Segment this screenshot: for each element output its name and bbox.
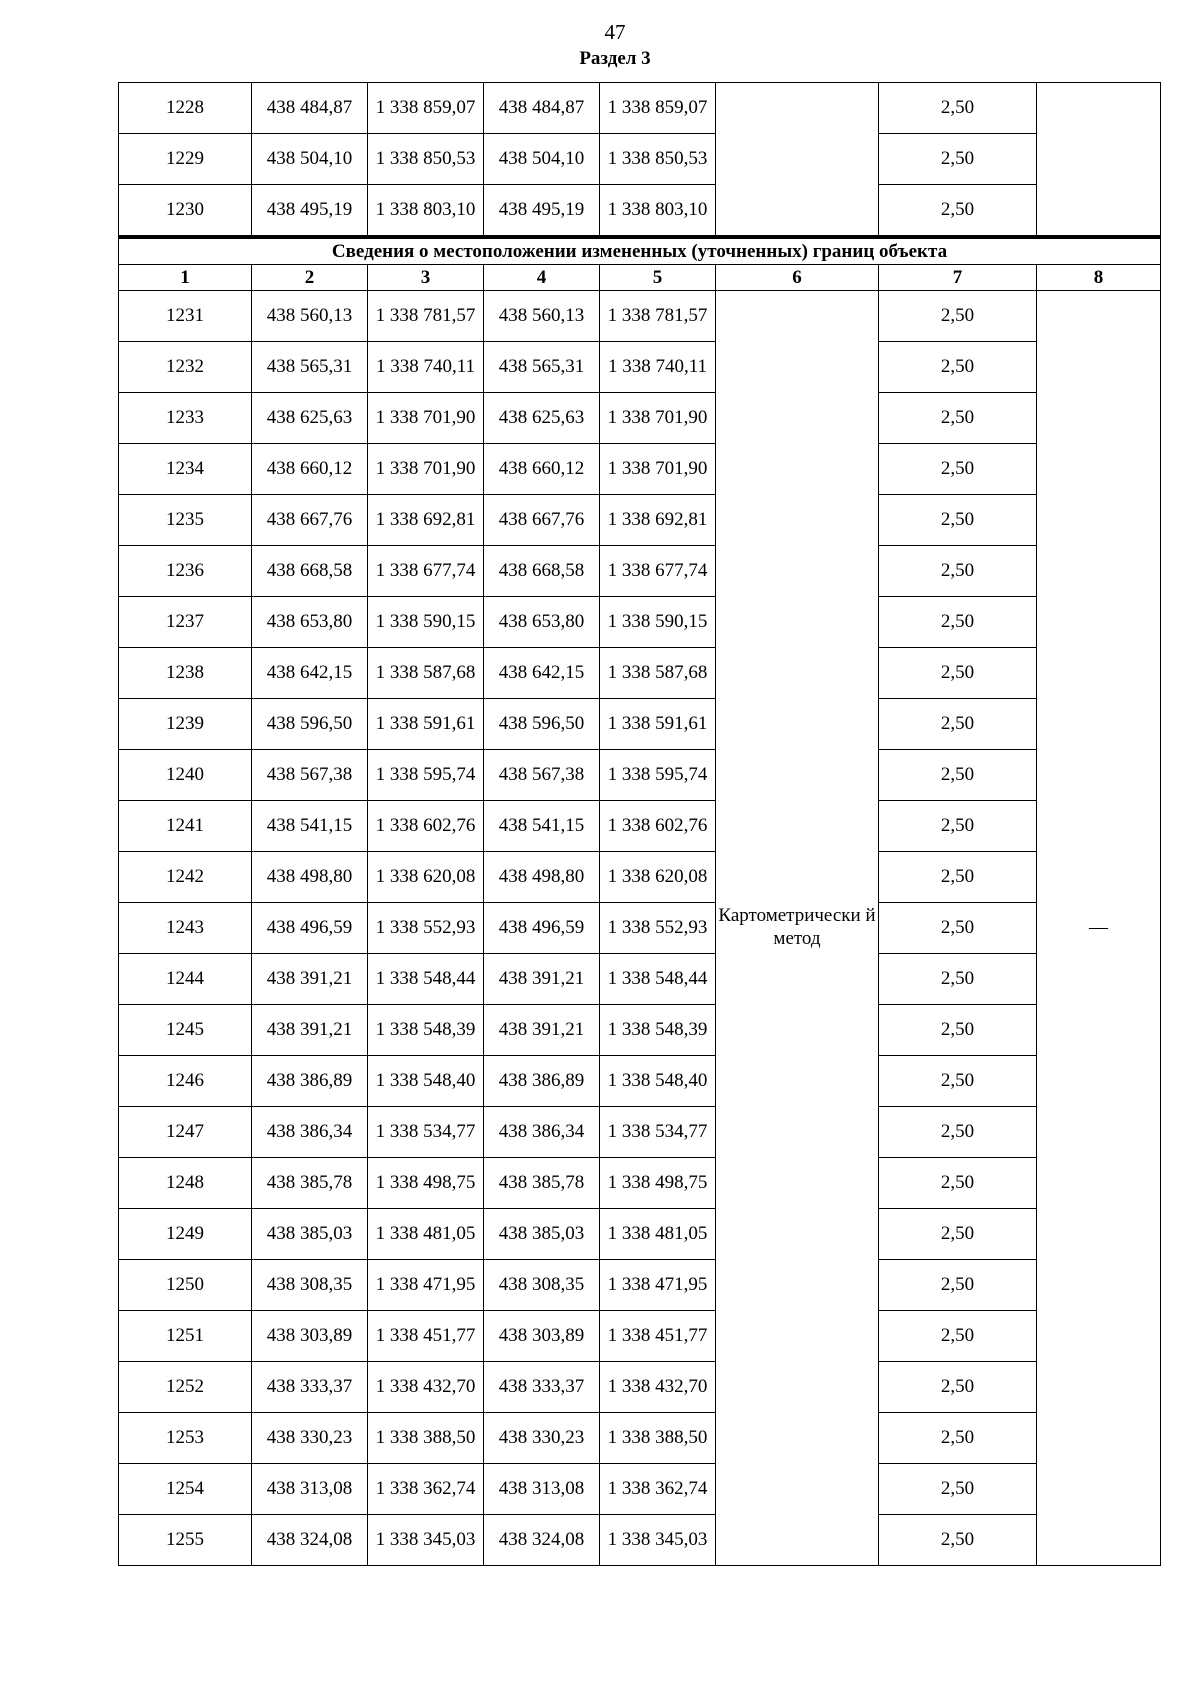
x-coordinate-cell: 438 391,21: [484, 954, 600, 1005]
accuracy-cell: 2,50: [879, 750, 1037, 801]
x-coordinate-cell: 438 596,50: [252, 699, 368, 750]
x-coordinate-cell: 438 484,87: [252, 83, 368, 134]
table-row: [119, 1005, 1161, 1056]
x-coordinate-cell: 438 642,15: [252, 648, 368, 699]
x-coordinate-cell: 438 668,58: [484, 546, 600, 597]
accuracy-cell: 2,50: [879, 1515, 1037, 1566]
point-number-cell: 1238: [119, 648, 252, 699]
point-number-cell: 1237: [119, 597, 252, 648]
accuracy-cell: 2,50: [879, 546, 1037, 597]
section-title: Раздел 3: [579, 48, 651, 69]
accuracy-cell: 2,50: [879, 903, 1037, 954]
table-row: [119, 750, 1161, 801]
x-coordinate-cell: 438 386,89: [484, 1056, 600, 1107]
x-coordinate-cell: 438 385,03: [484, 1209, 600, 1260]
x-coordinate-cell: 438 303,89: [484, 1311, 600, 1362]
x-coordinate-cell: 438 496,59: [252, 903, 368, 954]
point-number-cell: 1243: [119, 903, 252, 954]
x-coordinate-cell: 438 385,78: [484, 1158, 600, 1209]
x-coordinate-cell: 438 313,08: [252, 1464, 368, 1515]
description-cell: —: [1037, 291, 1161, 1566]
y-coordinate-cell: 1 338 451,77: [600, 1311, 716, 1362]
accuracy-cell: 2,50: [879, 393, 1037, 444]
column-number-header: 5: [600, 265, 716, 291]
x-coordinate-cell: 438 653,80: [252, 597, 368, 648]
y-coordinate-cell: 1 338 803,10: [600, 185, 716, 238]
method-cell: Картометрически й метод: [716, 291, 879, 1566]
point-number-cell: 1249: [119, 1209, 252, 1260]
point-number-cell: 1236: [119, 546, 252, 597]
point-number-cell: 1250: [119, 1260, 252, 1311]
accuracy-cell: 2,50: [879, 852, 1037, 903]
column-number-header: 1: [119, 265, 252, 291]
table-row: [119, 134, 1161, 185]
y-coordinate-cell: 1 338 481,05: [368, 1209, 484, 1260]
y-coordinate-cell: 1 338 587,68: [600, 648, 716, 699]
point-number-cell: 1246: [119, 1056, 252, 1107]
accuracy-cell: 2,50: [879, 342, 1037, 393]
y-coordinate-cell: 1 338 850,53: [368, 134, 484, 185]
x-coordinate-cell: 438 567,38: [484, 750, 600, 801]
x-coordinate-cell: 438 330,23: [484, 1413, 600, 1464]
y-coordinate-cell: 1 338 552,93: [600, 903, 716, 954]
y-coordinate-cell: 1 338 595,74: [600, 750, 716, 801]
table-row: [119, 954, 1161, 1005]
x-coordinate-cell: 438 667,76: [252, 495, 368, 546]
y-coordinate-cell: 1 338 803,10: [368, 185, 484, 238]
table-row: [119, 1209, 1161, 1260]
y-coordinate-cell: 1 338 677,74: [368, 546, 484, 597]
x-coordinate-cell: 438 484,87: [484, 83, 600, 134]
table-row: [119, 83, 1161, 134]
accuracy-cell: 2,50: [879, 597, 1037, 648]
x-coordinate-cell: 438 324,08: [484, 1515, 600, 1566]
accuracy-cell: 2,50: [879, 1056, 1037, 1107]
x-coordinate-cell: 438 560,13: [484, 291, 600, 342]
x-coordinate-cell: 438 385,03: [252, 1209, 368, 1260]
y-coordinate-cell: 1 338 781,57: [368, 291, 484, 342]
accuracy-cell: 2,50: [879, 185, 1037, 238]
x-coordinate-cell: 438 504,10: [252, 134, 368, 185]
point-number-cell: 1244: [119, 954, 252, 1005]
y-coordinate-cell: 1 338 587,68: [368, 648, 484, 699]
point-number-cell: 1252: [119, 1362, 252, 1413]
table-row: [119, 1515, 1161, 1566]
coordinates-table: [118, 82, 1161, 1566]
point-number-cell: 1247: [119, 1107, 252, 1158]
x-coordinate-cell: 438 495,19: [252, 185, 368, 238]
table-row: [119, 444, 1161, 495]
y-coordinate-cell: 1 338 548,40: [368, 1056, 484, 1107]
accuracy-cell: 2,50: [879, 954, 1037, 1005]
x-coordinate-cell: 438 653,80: [484, 597, 600, 648]
accuracy-cell: 2,50: [879, 1005, 1037, 1056]
y-coordinate-cell: 1 338 548,44: [600, 954, 716, 1005]
x-coordinate-cell: 438 596,50: [484, 699, 600, 750]
accuracy-cell: 2,50: [879, 1362, 1037, 1413]
table-row: [119, 1464, 1161, 1515]
x-coordinate-cell: 438 386,34: [484, 1107, 600, 1158]
accuracy-cell: 2,50: [879, 1260, 1037, 1311]
x-coordinate-cell: 438 313,08: [484, 1464, 600, 1515]
x-coordinate-cell: 438 498,80: [252, 852, 368, 903]
y-coordinate-cell: 1 338 388,50: [368, 1413, 484, 1464]
y-coordinate-cell: 1 338 552,93: [368, 903, 484, 954]
point-number-cell: 1242: [119, 852, 252, 903]
y-coordinate-cell: 1 338 701,90: [368, 393, 484, 444]
accuracy-cell: 2,50: [879, 1311, 1037, 1362]
x-coordinate-cell: 438 386,89: [252, 1056, 368, 1107]
x-coordinate-cell: 438 667,76: [484, 495, 600, 546]
table-row: [119, 801, 1161, 852]
x-coordinate-cell: 438 391,21: [484, 1005, 600, 1056]
point-number-cell: 1245: [119, 1005, 252, 1056]
y-coordinate-cell: 1 338 850,53: [600, 134, 716, 185]
x-coordinate-cell: 438 330,23: [252, 1413, 368, 1464]
y-coordinate-cell: 1 338 548,39: [368, 1005, 484, 1056]
table-row: [119, 1413, 1161, 1464]
y-coordinate-cell: 1 338 859,07: [368, 83, 484, 134]
x-coordinate-cell: 438 668,58: [252, 546, 368, 597]
y-coordinate-cell: 1 338 388,50: [600, 1413, 716, 1464]
x-coordinate-cell: 438 333,37: [484, 1362, 600, 1413]
accuracy-cell: 2,50: [879, 495, 1037, 546]
x-coordinate-cell: 438 303,89: [252, 1311, 368, 1362]
x-coordinate-cell: 438 660,12: [484, 444, 600, 495]
table-row: [119, 1158, 1161, 1209]
y-coordinate-cell: 1 338 534,77: [368, 1107, 484, 1158]
column-number-header: 4: [484, 265, 600, 291]
point-number-cell: 1229: [119, 134, 252, 185]
accuracy-cell: 2,50: [879, 801, 1037, 852]
x-coordinate-cell: 438 386,34: [252, 1107, 368, 1158]
column-number-header: 2: [252, 265, 368, 291]
point-number-cell: 1248: [119, 1158, 252, 1209]
x-coordinate-cell: 438 308,35: [252, 1260, 368, 1311]
point-number-cell: 1230: [119, 185, 252, 238]
x-coordinate-cell: 438 333,37: [252, 1362, 368, 1413]
y-coordinate-cell: 1 338 548,40: [600, 1056, 716, 1107]
y-coordinate-cell: 1 338 602,76: [368, 801, 484, 852]
accuracy-cell: 2,50: [879, 1107, 1037, 1158]
table-row: [119, 1311, 1161, 1362]
point-number-cell: 1254: [119, 1464, 252, 1515]
table-row: [119, 1362, 1161, 1413]
table-row: [119, 852, 1161, 903]
accuracy-cell: 2,50: [879, 1413, 1037, 1464]
point-number-cell: 1239: [119, 699, 252, 750]
accuracy-cell: 2,50: [879, 1158, 1037, 1209]
y-coordinate-cell: 1 338 345,03: [600, 1515, 716, 1566]
column-number-header: 7: [879, 265, 1037, 291]
x-coordinate-cell: 438 567,38: [252, 750, 368, 801]
x-coordinate-cell: 438 324,08: [252, 1515, 368, 1566]
page-number: 47: [604, 20, 626, 44]
point-number-cell: 1253: [119, 1413, 252, 1464]
x-coordinate-cell: 438 391,21: [252, 1005, 368, 1056]
table-row: [119, 342, 1161, 393]
method-cell: [716, 83, 879, 238]
x-coordinate-cell: 438 660,12: [252, 444, 368, 495]
x-coordinate-cell: 438 496,59: [484, 903, 600, 954]
description-cell: [1037, 83, 1161, 238]
y-coordinate-cell: 1 338 602,76: [600, 801, 716, 852]
x-coordinate-cell: 438 565,31: [252, 342, 368, 393]
table-row: [119, 393, 1161, 444]
point-number-cell: 1251: [119, 1311, 252, 1362]
accuracy-cell: 2,50: [879, 648, 1037, 699]
table-row: [119, 903, 1161, 954]
column-numbers-row: [119, 265, 1161, 291]
y-coordinate-cell: 1 338 362,74: [600, 1464, 716, 1515]
accuracy-cell: 2,50: [879, 83, 1037, 134]
y-coordinate-cell: 1 338 590,15: [368, 597, 484, 648]
accuracy-cell: 2,50: [879, 291, 1037, 342]
y-coordinate-cell: 1 338 498,75: [600, 1158, 716, 1209]
table-row: [119, 699, 1161, 750]
point-number-cell: 1233: [119, 393, 252, 444]
table-row: [119, 597, 1161, 648]
point-number-cell: 1228: [119, 83, 252, 134]
accuracy-cell: 2,50: [879, 134, 1037, 185]
y-coordinate-cell: 1 338 781,57: [600, 291, 716, 342]
y-coordinate-cell: 1 338 548,44: [368, 954, 484, 1005]
y-coordinate-cell: 1 338 701,90: [600, 444, 716, 495]
y-coordinate-cell: 1 338 481,05: [600, 1209, 716, 1260]
y-coordinate-cell: 1 338 591,61: [368, 699, 484, 750]
table-caption: Сведения о местоположении измененных (уточненных) границ объекта: [119, 237, 1161, 265]
accuracy-cell: 2,50: [879, 1464, 1037, 1515]
point-number-cell: 1234: [119, 444, 252, 495]
y-coordinate-cell: 1 338 859,07: [600, 83, 716, 134]
y-coordinate-cell: 1 338 692,81: [368, 495, 484, 546]
x-coordinate-cell: 438 625,63: [252, 393, 368, 444]
column-number-header: 8: [1037, 265, 1161, 291]
y-coordinate-cell: 1 338 498,75: [368, 1158, 484, 1209]
x-coordinate-cell: 438 385,78: [252, 1158, 368, 1209]
y-coordinate-cell: 1 338 595,74: [368, 750, 484, 801]
table-row: [119, 1056, 1161, 1107]
table-row: [119, 185, 1161, 238]
caption-row: [119, 237, 1161, 265]
x-coordinate-cell: 438 495,19: [484, 185, 600, 238]
table-row: [119, 1260, 1161, 1311]
x-coordinate-cell: 438 560,13: [252, 291, 368, 342]
y-coordinate-cell: 1 338 740,11: [600, 342, 716, 393]
table-row: [119, 546, 1161, 597]
y-coordinate-cell: 1 338 432,70: [600, 1362, 716, 1413]
table-row: [119, 291, 1161, 342]
point-number-cell: 1231: [119, 291, 252, 342]
y-coordinate-cell: 1 338 432,70: [368, 1362, 484, 1413]
y-coordinate-cell: 1 338 590,15: [600, 597, 716, 648]
x-coordinate-cell: 438 541,15: [252, 801, 368, 852]
point-number-cell: 1241: [119, 801, 252, 852]
y-coordinate-cell: 1 338 471,95: [368, 1260, 484, 1311]
table-row: [119, 1107, 1161, 1158]
y-coordinate-cell: 1 338 620,08: [600, 852, 716, 903]
y-coordinate-cell: 1 338 740,11: [368, 342, 484, 393]
column-number-header: 6: [716, 265, 879, 291]
y-coordinate-cell: 1 338 591,61: [600, 699, 716, 750]
point-number-cell: 1240: [119, 750, 252, 801]
x-coordinate-cell: 438 498,80: [484, 852, 600, 903]
y-coordinate-cell: 1 338 534,77: [600, 1107, 716, 1158]
y-coordinate-cell: 1 338 692,81: [600, 495, 716, 546]
x-coordinate-cell: 438 642,15: [484, 648, 600, 699]
x-coordinate-cell: 438 504,10: [484, 134, 600, 185]
y-coordinate-cell: 1 338 701,90: [600, 393, 716, 444]
accuracy-cell: 2,50: [879, 699, 1037, 750]
point-number-cell: 1235: [119, 495, 252, 546]
accuracy-cell: 2,50: [879, 444, 1037, 495]
y-coordinate-cell: 1 338 620,08: [368, 852, 484, 903]
x-coordinate-cell: 438 625,63: [484, 393, 600, 444]
x-coordinate-cell: 438 541,15: [484, 801, 600, 852]
accuracy-cell: 2,50: [879, 1209, 1037, 1260]
column-number-header: 3: [368, 265, 484, 291]
y-coordinate-cell: 1 338 701,90: [368, 444, 484, 495]
y-coordinate-cell: 1 338 345,03: [368, 1515, 484, 1566]
point-number-cell: 1255: [119, 1515, 252, 1566]
y-coordinate-cell: 1 338 362,74: [368, 1464, 484, 1515]
x-coordinate-cell: 438 308,35: [484, 1260, 600, 1311]
table-row: [119, 495, 1161, 546]
y-coordinate-cell: 1 338 451,77: [368, 1311, 484, 1362]
x-coordinate-cell: 438 391,21: [252, 954, 368, 1005]
y-coordinate-cell: 1 338 677,74: [600, 546, 716, 597]
table-row: [119, 648, 1161, 699]
x-coordinate-cell: 438 565,31: [484, 342, 600, 393]
y-coordinate-cell: 1 338 471,95: [600, 1260, 716, 1311]
point-number-cell: 1232: [119, 342, 252, 393]
y-coordinate-cell: 1 338 548,39: [600, 1005, 716, 1056]
